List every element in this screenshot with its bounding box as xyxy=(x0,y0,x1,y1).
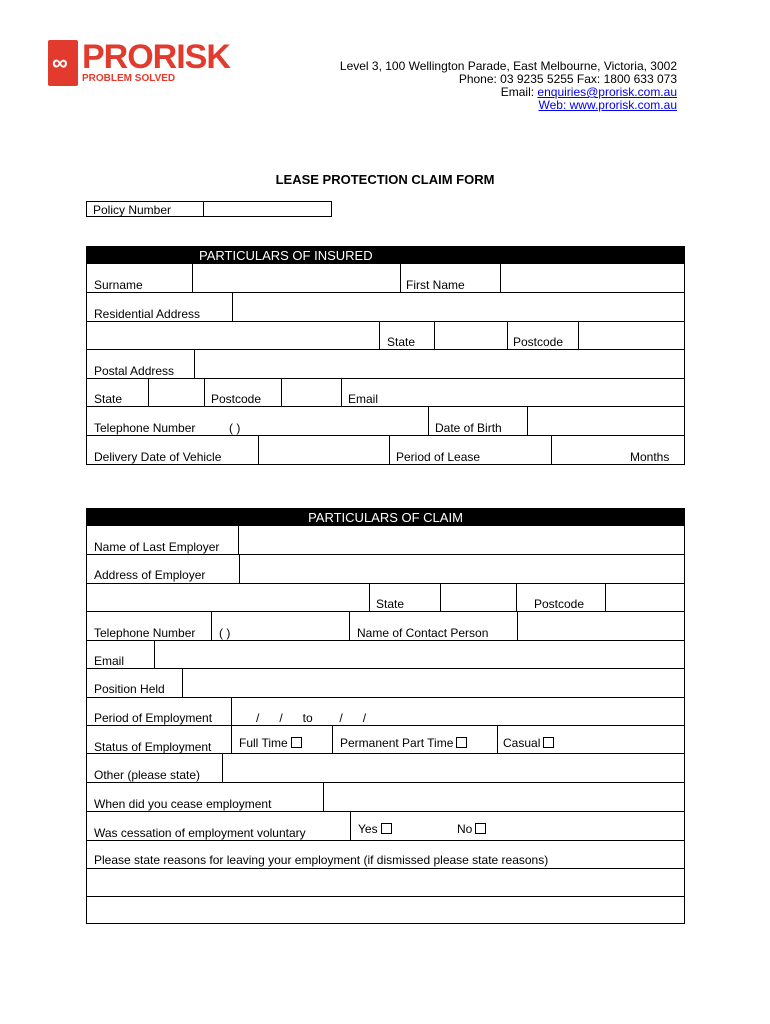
form-title: LEASE PROTECTION CLAIM FORM xyxy=(275,172,495,187)
voluntary-label: Was cessation of employment voluntary xyxy=(94,826,306,840)
email-label: Email: xyxy=(500,85,538,99)
state-field[interactable] xyxy=(435,321,507,349)
casual-checkbox[interactable] xyxy=(543,737,554,748)
casual-option[interactable] xyxy=(503,736,554,750)
postcode-label: Postcode xyxy=(513,335,564,349)
last-employer-label: Name of Last Employer xyxy=(94,540,220,554)
claim-section xyxy=(86,508,685,924)
residential-address-line2-field[interactable] xyxy=(87,321,379,349)
logo-tagline: PROBLEM SOLVED xyxy=(82,73,176,84)
postal-address-label: Postal Address xyxy=(94,364,175,378)
employer-address-line2-field[interactable] xyxy=(87,583,369,611)
months-label: Months xyxy=(630,450,670,464)
delivery-date-field[interactable] xyxy=(259,435,389,464)
full-time-checkbox[interactable] xyxy=(291,737,302,748)
address-line: Level 3, 100 Wellington Parade, East Melbourne, Victoria, 3002 xyxy=(339,59,677,73)
postal-state-label: State xyxy=(94,392,123,406)
claim-header xyxy=(87,509,684,526)
part-time-label: Permanent Part Time xyxy=(340,736,454,750)
reasons-field-line-2[interactable] xyxy=(87,897,684,923)
full-time-label: Full Time xyxy=(239,736,288,750)
yes-checkbox[interactable] xyxy=(381,823,392,834)
full-time-option[interactable] xyxy=(239,736,302,750)
dob-field[interactable] xyxy=(528,406,684,435)
policy-number-label: Policy Number xyxy=(93,203,172,217)
residential-address-field[interactable] xyxy=(233,292,684,321)
part-time-checkbox[interactable] xyxy=(456,737,467,748)
yes-option[interactable] xyxy=(358,822,392,836)
employer-telephone-label: Telephone Number xyxy=(94,626,196,640)
no-option[interactable] xyxy=(457,822,486,836)
period-dates-field[interactable]: / / to / / xyxy=(256,711,367,725)
employer-state-label: State xyxy=(376,597,405,611)
no-label: No xyxy=(457,822,473,836)
telephone-label: Telephone Number xyxy=(94,421,196,435)
period-of-lease-label: Period of Lease xyxy=(396,450,481,464)
phone-fax-line: Phone: 03 9235 5255 Fax: 1800 633 073 xyxy=(458,72,677,86)
postal-postcode-label: Postcode xyxy=(211,392,262,406)
cease-label: When did you cease employment xyxy=(94,797,272,811)
residential-address-label: Residential Address xyxy=(94,307,201,321)
postal-postcode-field[interactable] xyxy=(282,378,341,406)
logo-mark-icon: ∞ xyxy=(48,40,78,86)
last-employer-field[interactable] xyxy=(239,526,684,554)
policy-number-field[interactable] xyxy=(204,202,331,216)
part-time-option[interactable] xyxy=(340,736,467,750)
dob-label: Date of Birth xyxy=(435,421,502,435)
claim-header-title: PARTICULARS OF CLAIM xyxy=(308,510,463,525)
prorisk-logo xyxy=(48,38,230,86)
casual-label: Casual xyxy=(503,736,541,750)
email-label: Email xyxy=(348,392,379,406)
employer-telephone-area-code[interactable]: ( ) xyxy=(219,626,231,640)
reasons-field-line-1[interactable] xyxy=(87,869,684,896)
position-held-field[interactable] xyxy=(183,668,684,697)
employer-address-field[interactable] xyxy=(240,554,684,583)
insured-section xyxy=(86,246,685,465)
employer-address-label: Address of Employer xyxy=(94,568,206,582)
employer-email-field[interactable] xyxy=(155,640,684,668)
web-link[interactable]: Web: www.prorisk.com.au xyxy=(538,98,677,112)
employer-state-field[interactable] xyxy=(441,583,516,611)
telephone-area-code[interactable]: ( ) xyxy=(229,421,241,435)
position-held-label: Position Held xyxy=(94,682,165,696)
state-label: State xyxy=(387,335,416,349)
contact-block xyxy=(340,60,677,112)
insured-header xyxy=(87,247,684,264)
surname-field[interactable] xyxy=(193,264,399,292)
email-field[interactable] xyxy=(387,378,684,406)
policy-number-box xyxy=(86,201,332,217)
employer-email-label: Email xyxy=(94,654,125,668)
postal-address-field[interactable] xyxy=(195,349,684,378)
employer-postcode-field[interactable] xyxy=(606,583,684,611)
other-field[interactable] xyxy=(223,753,684,782)
employer-postcode-label: Postcode xyxy=(534,597,585,611)
email-link[interactable]: enquiries@prorisk.com.au xyxy=(537,85,677,99)
delivery-date-label: Delivery Date of Vehicle xyxy=(94,450,222,464)
postcode-field[interactable] xyxy=(579,321,684,349)
other-label: Other (please state) xyxy=(94,768,201,782)
logo-brand: PRORISK xyxy=(82,38,230,76)
status-of-employment-label: Status of Employment xyxy=(94,740,212,754)
first-name-label: First Name xyxy=(406,278,465,292)
reasons-label: Please state reasons for leaving your employment (if dismissed please state reasons) xyxy=(94,853,549,867)
cease-field[interactable] xyxy=(324,782,684,811)
insured-header-title: PARTICULARS OF INSURED xyxy=(199,248,373,263)
postal-state-field[interactable] xyxy=(149,378,204,406)
contact-person-field[interactable] xyxy=(518,611,684,640)
surname-label: Surname xyxy=(94,278,143,292)
contact-person-label: Name of Contact Person xyxy=(357,626,489,640)
first-name-field[interactable] xyxy=(501,264,684,292)
period-of-employment-label: Period of Employment xyxy=(94,711,213,725)
no-checkbox[interactable] xyxy=(475,823,486,834)
period-of-lease-field[interactable] xyxy=(552,435,622,464)
yes-label: Yes xyxy=(358,822,378,836)
